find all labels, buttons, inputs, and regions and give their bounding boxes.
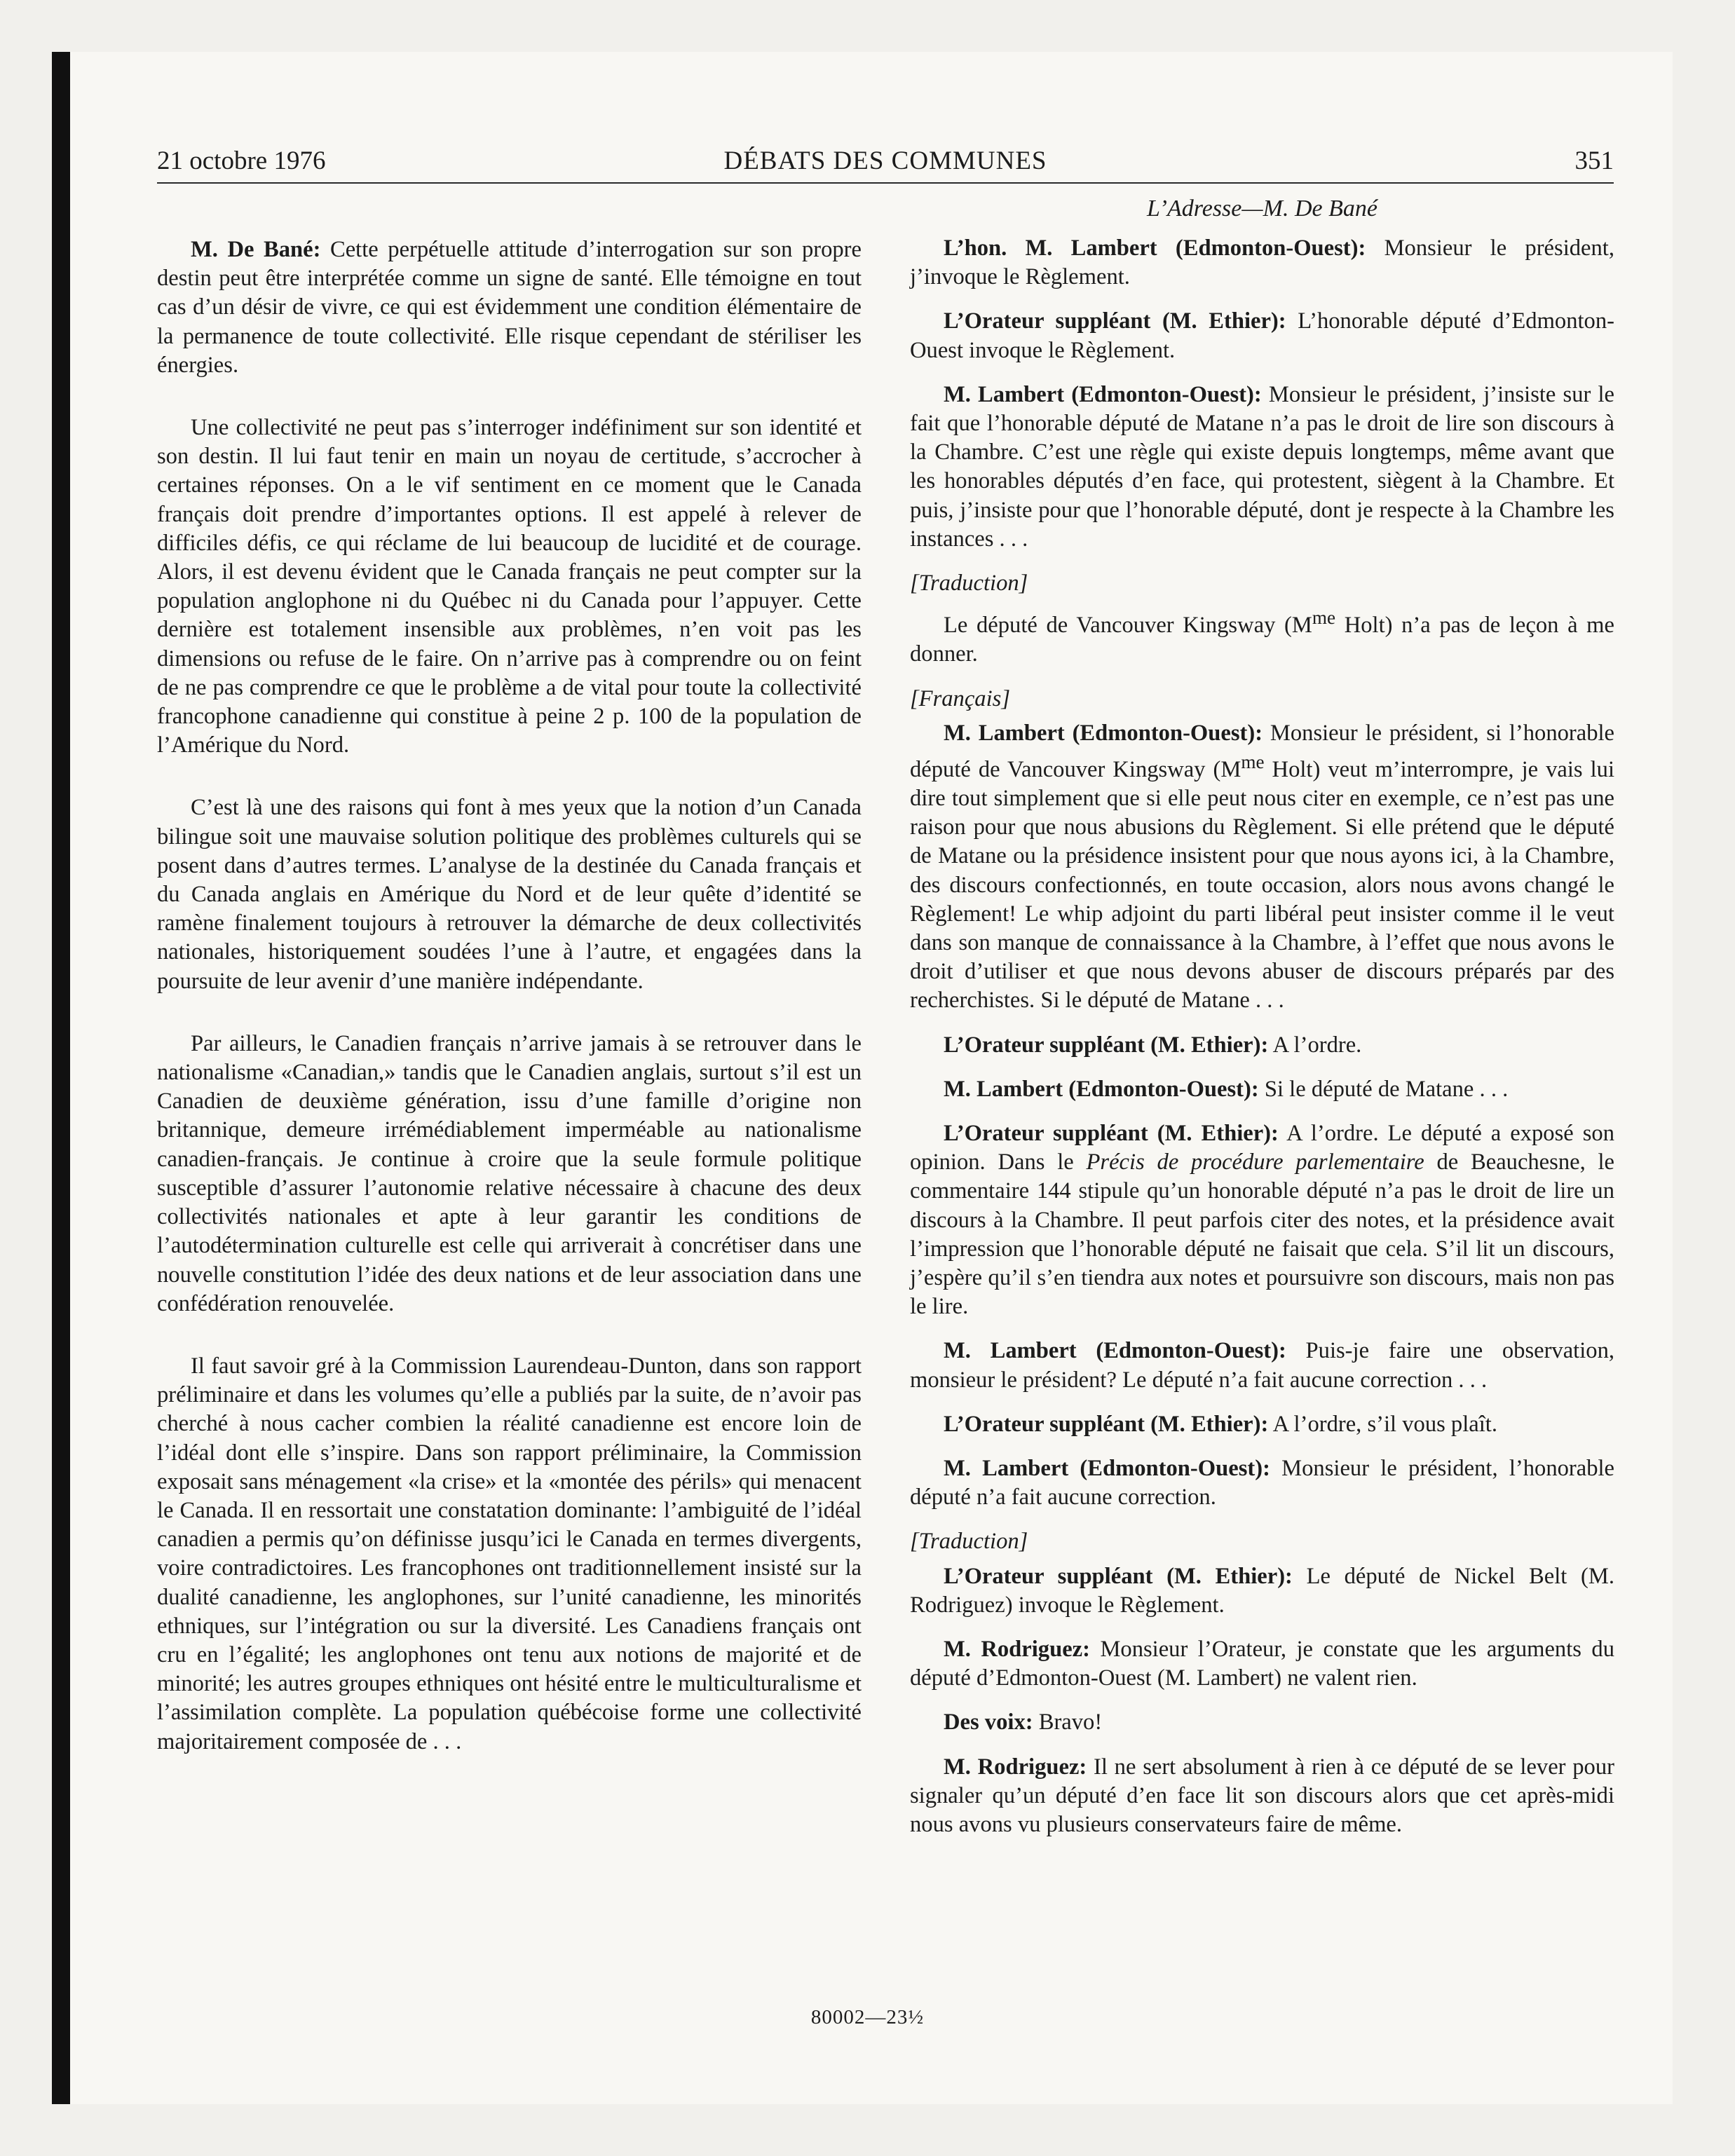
paragraph: Le député de Vancouver Kingsway ($M^{me}$ Holt) n’a pas de leçon à me donner.: [910, 607, 1614, 667]
right-column: [910, 193, 1614, 1855]
paragraph: M. Rodriguez: Il ne sert absolument à rien à ce député de se lever pour signaler qu’un député d’en face lit son discours alors que cet après-midi nous avons vu plusieurs conservateurs faire de même.: [910, 1754, 1614, 1838]
paragraph: L’Orateur suppléant (M. Ethier): A l’ordre. Le député a exposé son opinion. Dans le Précis de procédure parlementaire de Beauchesne, le commentaire 144 stipule qu’un honorable député n’a pas le droit de lire un discours à la Chambre. Il peut parfois citer des notes, et la présidence avait l’impression que l’honorable député ne faisait que cela. S’il lit un discours, j’espère qu’il s’en tiendra aux notes et poursuivre son discours, mais non pas le lire.: [910, 1121, 1615, 1320]
speaker-name: M. Lambert (Edmonton-Ouest):: [944, 1338, 1286, 1364]
speaker-name: M. Lambert (Edmonton-Ouest):: [944, 1076, 1259, 1102]
speaker-name: M. Rodriguez:: [944, 1637, 1090, 1663]
printer-signature: 80002—23½: [810, 2006, 925, 2028]
paragraph: Par ailleurs, le Canadien français n’arrive jamais à se retrouver dans le nationalisme «Canadian,» tandis que le Canadien anglais, surtout s’il est un Canadien de deuxième génération, issu d’une famille d’origine non britannique, demeure irrémédiablement imperméable au nationalisme canadien-français. Je continue à croire que la seule formule politique susceptible d’assurer l’autonomie relative nécessaire à chacune des deux collectivités nationales et apte à leur garantir les conditions de l’autodétermination culturelle est celle qui arriverait à concrétiser dans une nouvelle constitution l’idée des deux nations et de leur association dans une confédération renouvelée.: [157, 1030, 862, 1316]
paragraph: M. Rodriguez: Monsieur l’Orateur, je constate que les arguments du député d’Edmonton-Ouest (M. Lambert) ne valent rien.: [910, 1637, 1614, 1691]
speaker-name: L’Orateur suppléant (M. Ethier):: [944, 1032, 1269, 1058]
language-label: [Français]: [910, 685, 1010, 711]
paragraph: Il faut savoir gré à la Commission Laurendeau-Dunton, dans son rapport préliminaire et dans les volumes qu’elle a publiés par la suite, de n’avoir pas cherché à nous cacher combien la réalité canadienne est encore loin de l’idéal dont elle s’inspire. Dans son rapport préliminaire, la Commission exposait sans ménagement «la crise» et la «montée des périls» qui menacent le Canada. Il en ressortait une constatation dominante: l’ambiguité de l’idéal canadien a permis qu’on définisse jusqu’ici le Canada en termes divergents, voire contradictoires. Les francophones ont traditionnellement insisté sur la dualité canadienne, les anglophones, sur l’unité canadienne, les minorités ethniques, sur l’intégration ou sur la diversité. Les Canadiens français ont cru en l’égalité; les anglophones ont tenu aux notions de majorité et de minorité; les autres groupes ethniques ont hésité entre le multiculturalisme et l’assimilation complète. La population québécoise forme une collectivité majoritairement composée de . . .: [157, 1353, 862, 1754]
paragraph: L’hon. M. Lambert (Edmonton-Ouest): Monsieur le président, j’invoque le Règlement.: [910, 236, 1614, 290]
running-head: L’Adresse—M. De Bané: [1147, 196, 1377, 221]
paragraph: C’est là une des raisons qui font à mes yeux que la notion d’un Canada bilingue soit une mauvaise solution politique des problèmes culturels qui se posent dans d’autres termes. L’analyse de la destinée du Canada français et du Canada anglais en Amérique du Nord et de leur quête d’identité se ramène finalement toujours à retrouver la démarche de deux collectivités nationales, historiquement soudées l’une à l’autre, et engagées dans la poursuite de leur avenir d’une manière indépendante.: [157, 795, 862, 994]
paragraph: L’Orateur suppléant (M. Ethier): A l’ordre.: [944, 1032, 1362, 1058]
paragraph: M. Lambert (Edmonton-Ouest): Monsieur le président, si l’honorable député de Vancouver Kingsway ($M^{me}$ Holt) veut m’interrompre, je vais lui dire tout simplement que si elle peut nous citer en exemple, ce n’est pas une raison pour que nous abusions du Règlement. Si elle prétend que le député de Matane ou la présidence insistent pour que nous ayons ici, à la Chambre, des discours confectionnés, en toute occasion, alors nous avons changé le Règlement! Le whip adjoint du parti libéral peut insister comme il le veut dans son manque de connaissance à la Chambre, à l’effet que nous avons le droit d’utiliser et que nous devons abuser de discours préparés par des recherchistes. Si le député de Matane . . .: [910, 720, 1615, 1014]
page-number: 351: [1574, 146, 1614, 175]
speaker-name: L’Orateur suppléant (M. Ethier):: [944, 1411, 1269, 1437]
paragraph: L’Orateur suppléant (M. Ethier): L’honorable député d’Edmonton-Ouest invoque le Règlement.: [910, 308, 1614, 363]
paragraph: M. Lambert (Edmonton-Ouest): Si le député de Matane . . .: [944, 1076, 1509, 1102]
header-date: 21 octobre 1976: [157, 146, 326, 175]
paragraph: L’Orateur suppléant (M. Ethier): A l’ordre, s’il vous plaît.: [944, 1411, 1497, 1437]
speaker-name: L’Orateur suppléant (M. Ethier):: [944, 1563, 1293, 1589]
language-label: [Traduction]: [910, 571, 1028, 596]
speaker-name: M. Lambert (Edmonton-Ouest):: [944, 720, 1263, 746]
speaker-name: Des voix:: [944, 1710, 1033, 1735]
paragraph: Une collectivité ne peut pas s’interroger indéfiniment sur son identité et son destin. Il lui faut tenir en main un noyau de certitude, s’accrocher à certaines réponses. On a le vif sentiment en ce moment que le Canada français doit prendre d’importantes options. Il est appelé à relever de difficiles défis, ce qui réclame de lui beaucoup de lucidité et de courage. Alors, il est devenu évident que le Canada français ne peut compter sur la population anglophone ni du Québec ni du Canada pour l’appuyer. Cette dernière est totalement insensible aux problèmes, n’en voit pas les dimensions ou refuse de le faire. On n’arrive pas à comprendre ou on feint de ne pas comprendre ce que le problème a de vital pour toute la collectivité francophone canadienne qui constitue à peine 2 p. 100 de la population de l’Amérique du Nord.: [157, 415, 862, 758]
paragraph: M. Lambert (Edmonton-Ouest): Puis-je faire une observation, monsieur le président? Le député n’a fait aucune correction . . .: [910, 1338, 1615, 1393]
speaker-name: M. Lambert (Edmonton-Ouest):: [944, 1456, 1270, 1482]
paragraph: L’Orateur suppléant (M. Ethier): Le député de Nickel Belt (M. Rodriguez) invoque le Règlement.: [910, 1563, 1614, 1618]
speaker-name: M. Rodriguez:: [944, 1754, 1087, 1780]
cited-work-title: Précis de procédure parlementaire: [1086, 1149, 1424, 1175]
speaker-name: M. Lambert (Edmonton-Ouest):: [944, 381, 1262, 407]
speaker-name: L’Orateur suppléant (M. Ethier):: [944, 308, 1286, 334]
paragraph: M. Lambert (Edmonton-Ouest): Monsieur le président, j’insiste sur le fait que l’honorable député de Matane n’a pas le droit de lire son discours à la Chambre. C’est une règle qui existe depuis longtemps, même avant que les honorables députés d’en face, qui protestent, siègent à la Chambre. Et puis, j’insiste pour que l’honorable député, dont je respecte à la Chambre les instances . . .: [910, 381, 1615, 552]
header-title: DÉBATS DES COMMUNES: [723, 146, 1047, 175]
paragraph: Des voix: Bravo!: [944, 1710, 1103, 1735]
paragraph: M. De Bané: Cette perpétuelle attitude d’interrogation sur son propre destin peut être interprétée comme un signe de santé. Elle témoigne en tout cas d’un désir de vivre, ce qui est évidemment une condition élémentaire de la permanence de toute collectivité. Elle risque cependant de stériliser les énergies.: [157, 237, 862, 378]
page-header: [157, 146, 1614, 184]
paragraph: M. Lambert (Edmonton-Ouest): Monsieur le président, l’honorable député n’a fait aucune correction.: [910, 1456, 1615, 1510]
speaker-name: L’hon. M. Lambert (Edmonton-Ouest):: [944, 236, 1366, 261]
language-label: [Traduction]: [910, 1529, 1028, 1555]
speaker-name: M. De Bané:: [191, 237, 321, 262]
left-column: [157, 236, 862, 1790]
speaker-name: L’Orateur suppléant (M. Ethier):: [944, 1121, 1279, 1146]
